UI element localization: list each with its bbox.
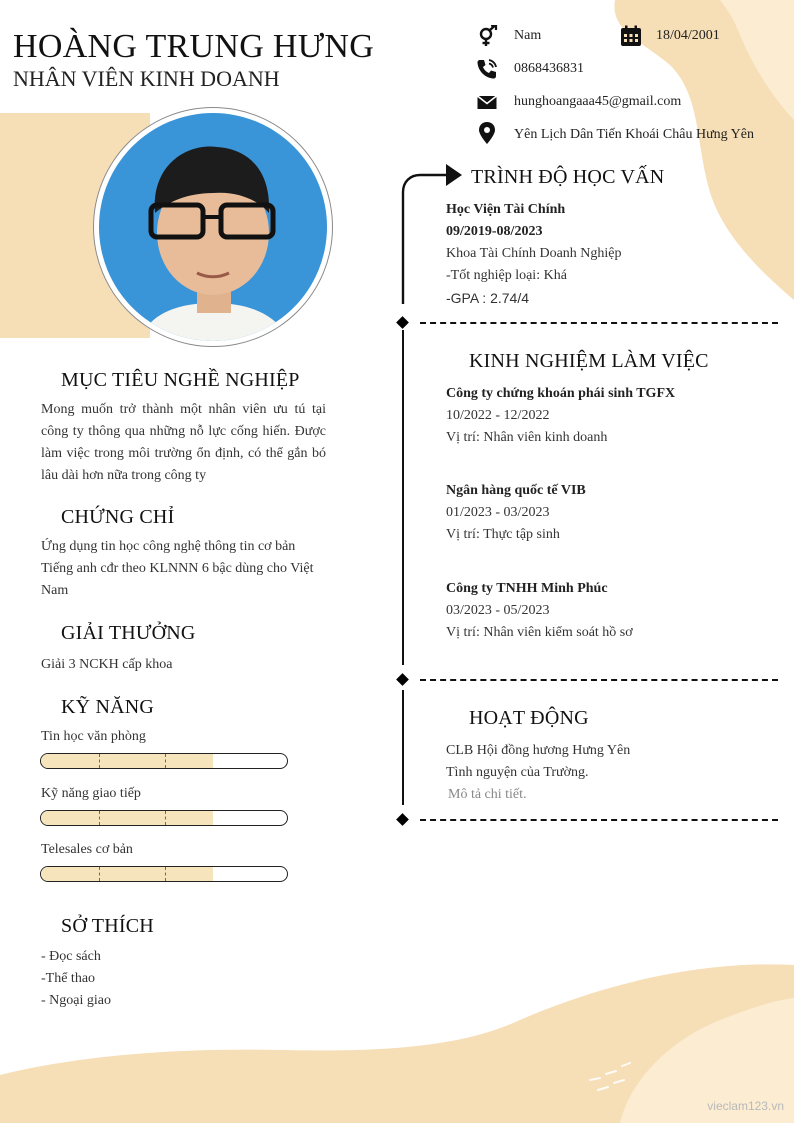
calendar-icon: [620, 25, 642, 47]
skill-tick: [99, 811, 100, 825]
skill-fill: [41, 867, 213, 881]
job-position: Vị trí: Thực tập sinh: [446, 527, 560, 542]
skill-tick: [165, 754, 166, 768]
hobby-item: - Ngoại giao: [41, 993, 111, 1008]
section-divider: [420, 679, 778, 681]
gender-value: Nam: [514, 28, 542, 43]
job-period: 01/2023 - 03/2023: [446, 505, 550, 520]
certificate-item: Ứng dụng tin học công nghệ thông tin cơ bản: [41, 539, 296, 554]
hobbies-title: SỞ THÍCH: [61, 915, 154, 937]
section-divider: [420, 322, 778, 324]
skill-label: Telesales cơ bản: [41, 842, 133, 857]
skill-bar: [40, 810, 288, 826]
hobby-item: - Đọc sách: [41, 949, 101, 964]
award-item: Giải 3 NCKH cấp khoa: [41, 657, 173, 672]
job-period: 03/2023 - 05/2023: [446, 603, 550, 618]
education-title: TRÌNH ĐỘ HỌC VẤN: [471, 166, 665, 188]
job-title: NHÂN VIÊN KINH DOANH: [13, 66, 280, 91]
phone-value: 0868436831: [514, 61, 584, 76]
skills-title: KỸ NĂNG: [61, 696, 155, 718]
education-gpa: -GPA : 2.74/4: [446, 290, 530, 306]
skill-fill: [41, 811, 213, 825]
skill-bar: [40, 753, 288, 769]
email-value[interactable]: hunghoangaaa45@gmail.com: [514, 94, 682, 109]
bottom-wave-decor: [0, 960, 794, 1123]
watermark: vieclam123.vn: [707, 1099, 784, 1113]
activity-description-placeholder[interactable]: Mô tả chi tiết.: [448, 787, 527, 802]
hobby-item: -Thể thao: [41, 971, 96, 986]
timeline-line: [402, 690, 404, 805]
job-period: 10/2022 - 12/2022: [446, 408, 550, 423]
career-goal-title: MỤC TIÊU NGHỀ NGHIỆP: [61, 369, 300, 391]
skill-fill: [41, 754, 213, 768]
job-company: Công ty chứng khoán phái sinh TGFX: [446, 386, 676, 401]
job-company: Công ty TNHH Minh Phúc: [446, 581, 608, 596]
gender-icon: [476, 25, 498, 47]
top-right-decor-shape: [600, 0, 794, 320]
birthdate-value: 18/04/2001: [656, 28, 720, 43]
phone-icon: [476, 58, 498, 80]
job-position: Vị trí: Nhân viên kinh doanh: [446, 430, 608, 445]
activity-item: Tình nguyện của Trường.: [446, 765, 589, 780]
candidate-name: HOÀNG TRUNG HƯNG: [13, 28, 375, 65]
activities-title: HOẠT ĐỘNG: [469, 707, 589, 729]
email-icon: [476, 91, 498, 113]
location-icon: [476, 122, 498, 144]
career-goal-text: Mong muốn trở thành một nhân viên ưu tú tại công ty thông qua những nỗ lực cống hiến. Được làm việc trong môi trường ổn định, có thể gắn bó lâu dài hơn nữa trong công ty: [41, 402, 326, 483]
skill-bar: [40, 866, 288, 882]
skill-tick: [165, 811, 166, 825]
job-company: Ngân hàng quốc tế VIB: [446, 483, 586, 498]
skill-tick: [99, 867, 100, 881]
timeline-diamond: [396, 673, 409, 686]
skill-label: Tin học văn phòng: [41, 729, 146, 744]
experience-title: KINH NGHIỆM LÀM VIỆC: [469, 350, 709, 372]
certificate-item: Tiếng anh cđr theo KLNNN 6 bậc dùng cho Việt Nam: [41, 561, 314, 598]
activity-item: CLB Hội đồng hương Hưng Yên: [446, 743, 631, 758]
awards-title: GIẢI THƯỞNG: [61, 622, 196, 644]
certificates-title: CHỨNG CHỈ: [61, 506, 175, 528]
skill-tick: [99, 754, 100, 768]
address-value: Yên Lịch Dân Tiến Khoái Châu Hưng Yên: [514, 127, 754, 142]
education-faculty: Khoa Tài Chính Doanh Nghiệp: [446, 246, 622, 261]
education-period: 09/2019-08/2023: [446, 224, 543, 239]
job-position: Vị trí: Nhân viên kiểm soát hồ sơ: [446, 625, 633, 640]
skill-label: Kỹ năng giao tiếp: [41, 786, 141, 801]
timeline-line: [402, 330, 404, 665]
education-school: Học Viện Tài Chính: [446, 202, 566, 217]
avatar-photo: [99, 113, 327, 341]
education-grade: -Tốt nghiệp loại: Khá: [446, 268, 567, 283]
section-divider: [420, 819, 778, 821]
skill-tick: [165, 867, 166, 881]
timeline-diamond: [396, 813, 409, 826]
